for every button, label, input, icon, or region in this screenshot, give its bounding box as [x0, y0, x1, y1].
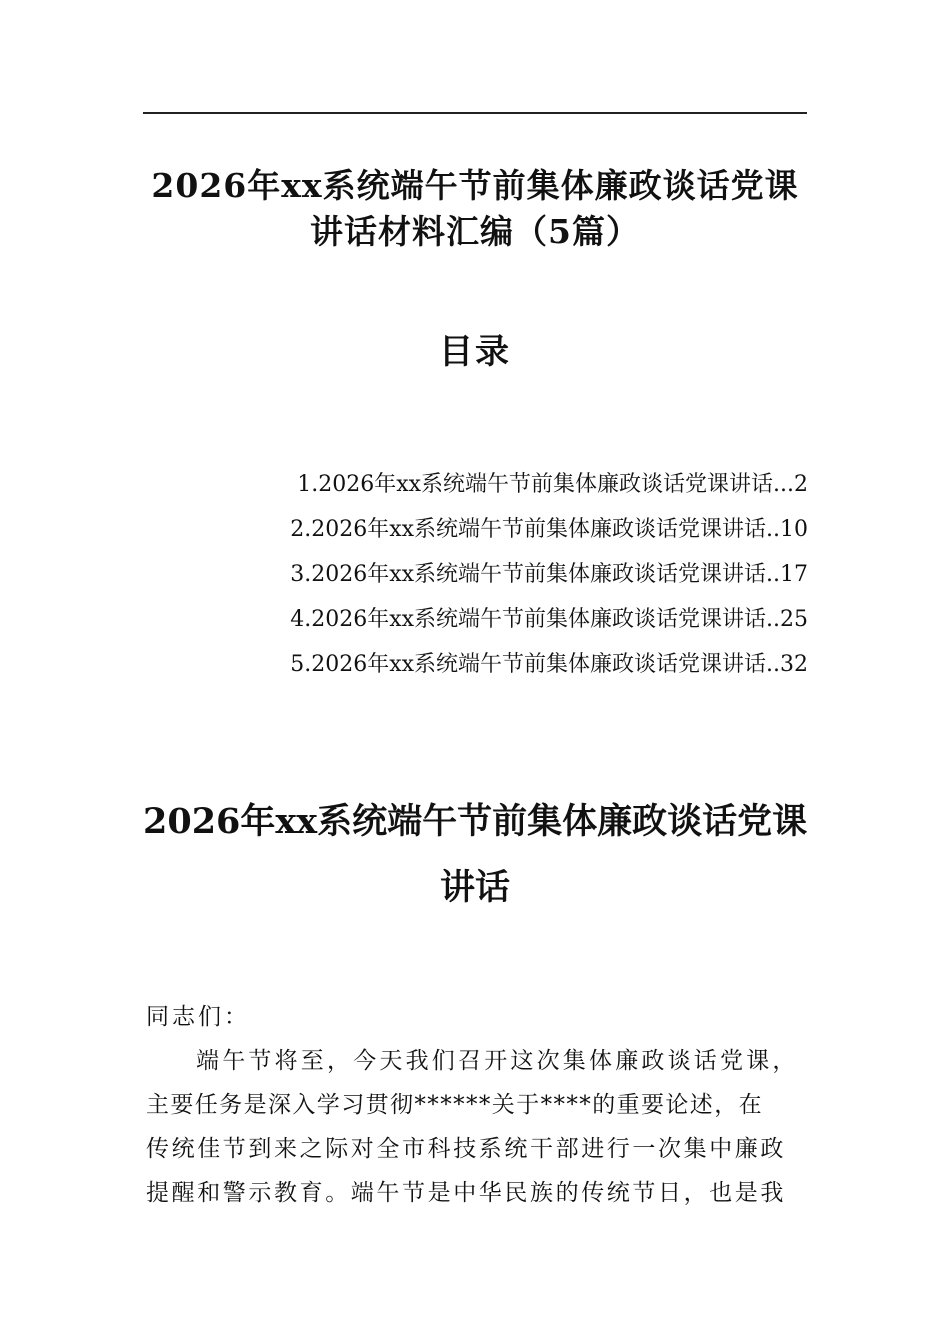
toc-heading: 目录 — [439, 332, 511, 372]
toc-entry-1[interactable]: 1.2026年xx系统端午节前集体廉政谈话党课讲话...2 — [297, 472, 808, 497]
paragraph-line: 端午节将至，今天我们召开这次集体廉政谈话党课， — [196, 1048, 799, 1074]
table-of-contents — [196, 462, 808, 687]
toc-entry-2[interactable]: 2.2026年xx系统端午节前集体廉政谈话党课讲话..10 — [290, 517, 808, 542]
toc-entry-5[interactable]: 5.2026年xx系统端午节前集体廉政谈话党课讲话..32 — [290, 652, 808, 677]
paragraph-line: 主要任务是深入学习贯彻******关于****的重要论述，在 — [146, 1092, 763, 1118]
paragraph-line: 提醒和警示教育。端午节是中华民族的传统节日，也是我 — [146, 1180, 786, 1206]
toc-entry-4[interactable]: 4.2026年xx系统端午节前集体廉政谈话党课讲话..25 — [290, 607, 808, 632]
header-rule — [143, 112, 807, 114]
salutation: 同志们： — [146, 1004, 250, 1030]
section-title-line-2: 讲话 — [439, 867, 510, 908]
document-title-line-2: 讲话材料汇编（5篇） — [310, 212, 640, 251]
document-title-line-1: 2026年xx系统端午节前集体廉政谈话党课 — [151, 166, 799, 205]
toc-entry-3[interactable]: 3.2026年xx系统端午节前集体廉政谈话党课讲话..17 — [290, 562, 808, 587]
paragraph-line: 传统佳节到来之际对全市科技系统干部进行一次集中廉政 — [146, 1136, 786, 1162]
section-title-line-1: 2026年xx系统端午节前集体廉政谈话党课 — [143, 801, 808, 842]
